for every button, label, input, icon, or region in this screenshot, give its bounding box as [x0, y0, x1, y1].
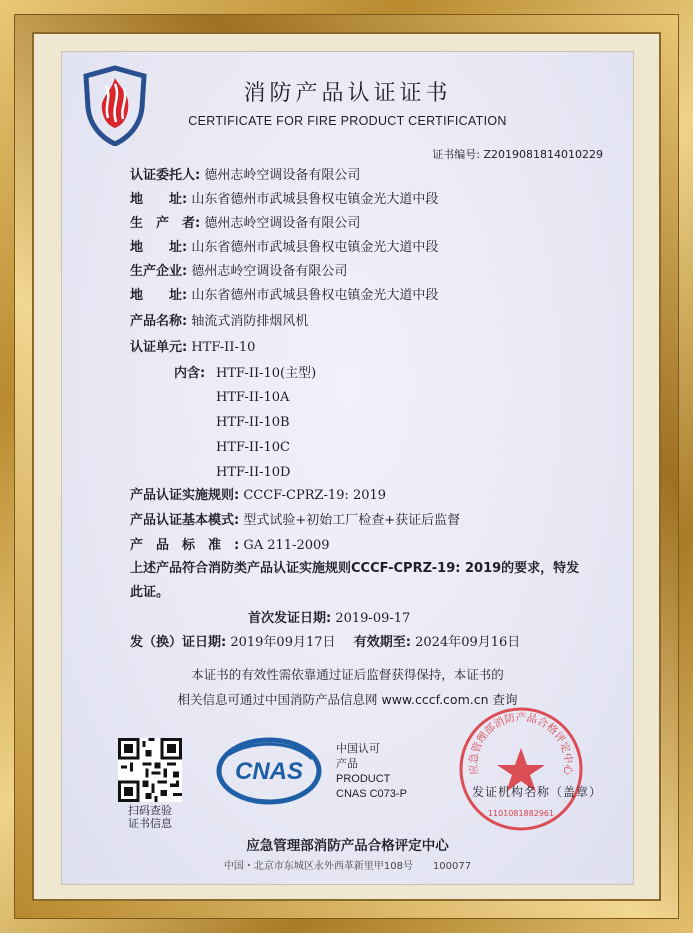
field-value: GA 211-2009: [243, 538, 330, 553]
field-address: [130, 288, 438, 304]
issue-date-value: 2019年09月17日: [230, 635, 336, 650]
issue-and-expiry-dates: [130, 635, 520, 651]
seal-ring-text: 应急管理部消防产品合格评定中心: [467, 711, 575, 776]
qr-code-icon[interactable]: [118, 738, 182, 802]
contents-label: 内含:: [174, 366, 206, 381]
field-label: 地 址:: [130, 288, 188, 303]
qr-caption-line: 证书信息: [128, 817, 172, 830]
field-label: 地 址:: [130, 192, 188, 207]
information-notice: 相关信息可通过中国消防产品信息网 www.cccf.com.cn 查询: [177, 692, 518, 707]
cnas-logo: [214, 735, 324, 807]
cnas-logo-text: CNAS: [234, 758, 304, 785]
field-label: 产品认证基本模式:: [130, 513, 240, 528]
contents-item: HTF-II-10B: [216, 415, 290, 430]
field-label: 生产企业:: [130, 264, 188, 279]
field-value: CCCF-CPRZ-19: 2019: [243, 488, 387, 503]
field-entrusting-party: [130, 168, 360, 184]
field-manufacturer: [130, 264, 347, 280]
contents-item: HTF-II-10A: [216, 390, 290, 405]
field-address: [130, 240, 438, 256]
cnas-line: PRODUCT: [336, 773, 391, 785]
first-issue-date-label: 首次发证日期:: [248, 611, 332, 626]
field-address: [130, 192, 438, 208]
conformity-statement-end: 此证。: [130, 585, 170, 600]
field-label: 产品名称:: [130, 314, 188, 329]
issuer-address: 中国・北京市东城区永外西革新里甲108号 100077: [223, 861, 472, 872]
certificate-title-english: CERTIFICATE FOR FIRE PRODUCT CERTIFICATION: [188, 114, 507, 128]
field-value: HTF-II-10: [191, 340, 256, 355]
certificate-number-value: Z2019081814010229: [483, 148, 603, 161]
validity-notice: 本证书的有效性需依靠通过证后监督获得保持，本证书的: [191, 667, 504, 682]
field-value: 德州志岭空调设备有限公司: [204, 168, 361, 183]
first-issue-date-value: 2019-09-17: [335, 611, 411, 626]
field-value: 山东省德州市武城县鲁权屯镇金光大道中段: [191, 192, 439, 207]
cnas-line: 产品: [336, 758, 358, 770]
official-seal-stamp: [456, 704, 586, 834]
field-value: 山东省德州市武城县鲁权屯镇金光大道中段: [191, 288, 439, 303]
field-label: 地 址:: [130, 240, 188, 255]
cnas-line: 中国认可: [336, 743, 380, 755]
field-product-name: [130, 314, 308, 330]
conformity-statement: 上述产品符合消防类产品认证实施规则CCCF-CPRZ-19: 2019的要求，特发: [130, 561, 580, 576]
contents-item: HTF-II-10C: [216, 440, 290, 455]
qr-caption-line: 扫码查验: [128, 804, 172, 817]
field-value: 山东省德州市武城县鲁权屯镇金光大道中段: [191, 240, 439, 255]
field-value: 德州志岭空调设备有限公司: [204, 216, 361, 231]
field-product-standard: [130, 538, 330, 554]
field-producer: [130, 216, 360, 232]
field-label: 产 品 标 准 :: [130, 538, 240, 553]
field-basic-mode: [130, 513, 460, 529]
first-issue-date: [248, 611, 410, 627]
seal-caption: 发证机构名称（盖章）: [472, 785, 603, 799]
field-label: 认证单元:: [130, 340, 188, 355]
contents-item: HTF-II-10(主型): [216, 366, 317, 381]
certificate: [62, 52, 633, 884]
certificate-number-label: 证书编号:: [432, 148, 480, 161]
issuing-authority: 应急管理部消防产品合格评定中心: [246, 838, 449, 854]
qr-caption: [102, 804, 198, 830]
expiry-date-value: 2024年09月16日: [415, 635, 521, 650]
cnas-line: CNAS C073-P: [336, 788, 407, 800]
cnas-accreditation-text: [336, 742, 407, 802]
field-value: 轴流式消防排烟风机: [191, 314, 309, 329]
field-value: 型式试验+初始工厂检查+获证后监督: [243, 513, 461, 528]
certificate-number: [432, 146, 603, 162]
field-value: 德州志岭空调设备有限公司: [191, 264, 348, 279]
field-certification-unit: [130, 340, 255, 356]
field-label: 认证委托人:: [130, 168, 201, 183]
field-label: 产品认证实施规则:: [130, 488, 240, 503]
seal-number: 1101081882961: [487, 809, 555, 818]
contents-item: HTF-II-10D: [216, 465, 291, 480]
certificate-title: 消防产品认证证书: [243, 81, 452, 106]
field-implementation-rules: [130, 488, 386, 504]
issue-date-label: 发（换）证日期:: [130, 635, 227, 650]
expiry-date-label: 有效期至:: [353, 635, 411, 650]
field-label: 生 产 者:: [130, 216, 201, 231]
